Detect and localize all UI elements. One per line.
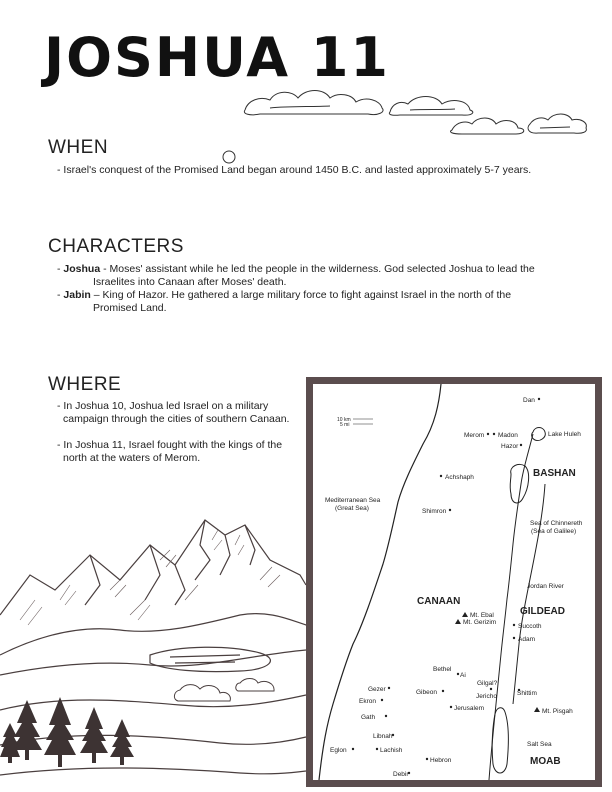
region-canaan: CANAAN (417, 596, 461, 607)
map (313, 384, 595, 780)
label-lachish: Lachish (380, 747, 403, 754)
marker-gilgal (490, 688, 492, 690)
character-name-joshua: Joshua (63, 263, 101, 275)
marker-ai (457, 673, 459, 675)
when-text: - Israel's conquest of the Promised Land began around 1450 B.C. and lasted approximately 5-7 years. (57, 164, 532, 176)
label-eglon: Eglon (330, 747, 347, 754)
page-title: JOSHUA 11 (44, 26, 391, 89)
label-gibeon: Gibeon (416, 689, 437, 696)
label-merom: Merom (464, 432, 485, 439)
scale-mi: 5 mi (340, 422, 350, 428)
label-adam: Adam (518, 636, 535, 643)
marker-madon (493, 433, 495, 435)
where-para2-line2: north at the waters of Merom. (63, 452, 201, 464)
label-debir: Debir (393, 771, 409, 778)
label-mediterranean-sea: Mediterranean Sea (325, 497, 381, 504)
label-gath: Gath (361, 714, 376, 721)
marker-adam (513, 637, 515, 639)
label-lake-huleh: Lake Huleh (548, 431, 581, 438)
character-jabin (57, 289, 511, 302)
label-achshaph: Achshaph (445, 474, 474, 481)
label-hazor: Hazor (501, 443, 519, 450)
clouds-illustration (240, 82, 590, 142)
where-para1-line1: - In Joshua 10, Joshua led Israel on a military (57, 400, 269, 412)
region-moab: MOAB (530, 756, 561, 767)
marker-gibeon (442, 690, 444, 692)
where-heading: WHERE (48, 374, 122, 395)
label-mt-ebal: Mt. Ebal (470, 612, 494, 619)
character-joshua-cont: Israelites into Canaan after Moses' death. (93, 276, 287, 288)
bullet: - (57, 289, 64, 301)
label-shittim: Shittim (517, 690, 537, 697)
label-dan: Dan (523, 397, 535, 404)
when-heading: WHEN (48, 137, 109, 158)
label-hebron: Hebron (430, 757, 452, 764)
marker-gezer (388, 687, 390, 689)
characters-heading: CHARACTERS (48, 236, 184, 257)
character-name-jabin: Jabin (63, 289, 91, 301)
character-jabin-cont: Promised Land. (93, 302, 167, 314)
where-para2-line1: - In Joshua 11, Israel fought with the kings of the (57, 439, 283, 451)
marker-achshaph (440, 475, 442, 477)
marker-merom (487, 433, 489, 435)
character-desc-jabin: – King of Hazor. He gathered a large military force to fight against Israel in the north of the (90, 289, 512, 301)
marker-ekron (381, 699, 383, 701)
label-salt-sea: Salt Sea (527, 741, 552, 748)
label-madon: Madon (498, 432, 518, 439)
label-jericho: Jericho (476, 693, 497, 700)
marker-hebron (426, 758, 428, 760)
marker-jerusalem (450, 706, 452, 708)
character-desc-joshua: - Moses' assistant while he led the people in the wilderness. God selected Joshua to lead the (100, 263, 535, 275)
sun-icon (221, 149, 237, 165)
map-background (313, 384, 595, 780)
marker-hazor (520, 444, 522, 446)
mountain-landscape-illustration (0, 505, 320, 792)
label-ai: Ai (460, 672, 466, 679)
marker-eglon (352, 748, 354, 750)
label-gilgal: Gilgal? (477, 680, 498, 687)
marker-shimron (449, 509, 451, 511)
character-joshua (57, 263, 535, 276)
region-gildead: GILDEAD (520, 606, 565, 617)
region-bashan: BASHAN (533, 468, 576, 479)
marker-succoth (513, 624, 515, 626)
label-bethel: Bethel (433, 666, 452, 673)
marker-lachish (376, 748, 378, 750)
label-ekron: Ekron (359, 698, 376, 705)
label-sea-of-chinnereth: Sea of Chinnereth (530, 520, 583, 527)
label-mt-pisgah: Mt. Pisgah (542, 708, 573, 715)
scale-km: 10 km (337, 417, 351, 423)
label-great-sea: (Great Sea) (335, 505, 369, 512)
where-para1-line2: campaign through the cities of southern Canaan. (63, 413, 290, 425)
label-shimron: Shimron (422, 508, 447, 515)
label-sea-of-galilee: (Sea of Galilee) (531, 528, 577, 535)
label-succoth: Succoth (518, 623, 542, 630)
label-jordan-river: Jordan River (527, 583, 564, 590)
marker-dan (538, 398, 540, 400)
label-mt-gerizim: Mt. Gerizim (463, 619, 497, 626)
marker-gath (385, 715, 387, 717)
map-frame (306, 377, 602, 787)
label-libnah: Libnah (373, 733, 393, 740)
label-jerusalem: Jerusalem (454, 705, 484, 712)
bullet: - (57, 263, 64, 275)
label-gezer: Gezer (368, 686, 386, 693)
